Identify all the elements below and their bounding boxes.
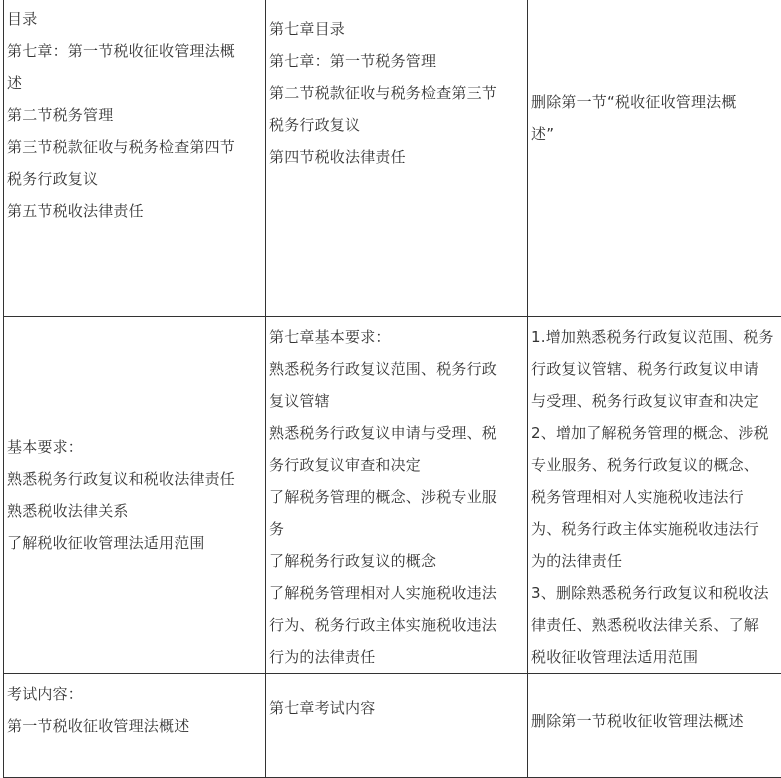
cell-line: 熟悉税务行政复议和税收法律责任 [7, 463, 262, 495]
cell-line: 1.增加熟悉税务行政复议范围、税务 [531, 321, 781, 353]
cell-line: 第二节税款征收与税务检查第三节 [269, 77, 524, 109]
table-row [4, 674, 781, 778]
table-cell-old-exam-content [4, 674, 266, 778]
table-cell-change-exam-content [528, 674, 781, 778]
cell-line: 目录 [7, 3, 262, 35]
cell-line: 第二节税务管理 [7, 99, 262, 131]
cell-line: 复议管辖 [269, 385, 524, 417]
cell-line: 第七章：第一节税务管理 [269, 45, 524, 77]
cell-line: 第七章：第一节税收征收管理法概 [7, 35, 262, 67]
table-cell-new-exam-content [266, 674, 528, 778]
cell-line: 3、删除熟悉税务行政复议和税收法 [531, 577, 781, 609]
table-cell-old-requirements [4, 317, 266, 674]
table-cell-new-contents [266, 0, 528, 317]
cell-line: 税收征收管理法适用范围 [531, 641, 781, 673]
cell-line: 第七章考试内容 [269, 692, 524, 724]
cell-line: 第五节税收法律责任 [7, 195, 262, 227]
cell-line: 务行政复议审查和决定 [269, 449, 524, 481]
comparison-table [3, 0, 781, 778]
cell-line: 考试内容： [7, 678, 262, 710]
cell-line: 第四节税收法律责任 [269, 141, 524, 173]
cell-line: 专业服务、税务行政复议的概念、 [531, 449, 781, 481]
cell-line: 了解税务管理的概念、涉税专业服 [269, 481, 524, 513]
cell-line: 行为、税务行政主体实施税收违法 [269, 609, 524, 641]
cell-line: 行为的法律责任 [269, 641, 524, 673]
cell-line: 为、税务行政主体实施税收违法行 [531, 513, 781, 545]
cell-line: 基本要求： [7, 431, 262, 463]
cell-line: 与受理、税务行政复议审查和决定 [531, 385, 781, 417]
cell-line: 了解税收征收管理法适用范围 [7, 527, 262, 559]
cell-line: 了解税务行政复议的概念 [269, 545, 524, 577]
cell-line: 2、增加了解税务管理的概念、涉税 [531, 417, 781, 449]
cell-line: 删除第一节税收征收管理法概述 [531, 705, 781, 737]
cell-line: 述” [531, 118, 781, 150]
cell-line: 务 [269, 513, 524, 545]
table-cell-change-contents [528, 0, 781, 317]
table-row [4, 317, 781, 674]
cell-line: 律责任、熟悉税收法律关系、了解 [531, 609, 781, 641]
cell-line: 述 [7, 67, 262, 99]
cell-line: 税务管理相对人实施税收违法行 [531, 481, 781, 513]
table-cell-new-requirements [266, 317, 528, 674]
cell-line: 税务行政复议 [269, 109, 524, 141]
cell-line: 行政复议管辖、税务行政复议申请 [531, 353, 781, 385]
table-cell-old-contents [4, 0, 266, 317]
cell-line: 熟悉税务行政复议范围、税务行政 [269, 353, 524, 385]
cell-line: 第七章目录 [269, 13, 524, 45]
cell-line: 熟悉税务行政复议申请与受理、税 [269, 417, 524, 449]
cell-line: 熟悉税收法律关系 [7, 495, 262, 527]
table-row [4, 0, 781, 317]
cell-line: 了解税务管理相对人实施税收违法 [269, 577, 524, 609]
cell-line: 第三节税款征收与税务检查第四节 [7, 131, 262, 163]
table-cell-change-requirements [528, 317, 781, 674]
cell-line: 删除第一节“税收征收管理法概 [531, 86, 781, 118]
cell-line: 第七章基本要求： [269, 321, 524, 353]
cell-line: 第一节税收征收管理法概述 [7, 710, 262, 742]
cell-line: 为的法律责任 [531, 545, 781, 577]
cell-line: 税务行政复议 [7, 163, 262, 195]
